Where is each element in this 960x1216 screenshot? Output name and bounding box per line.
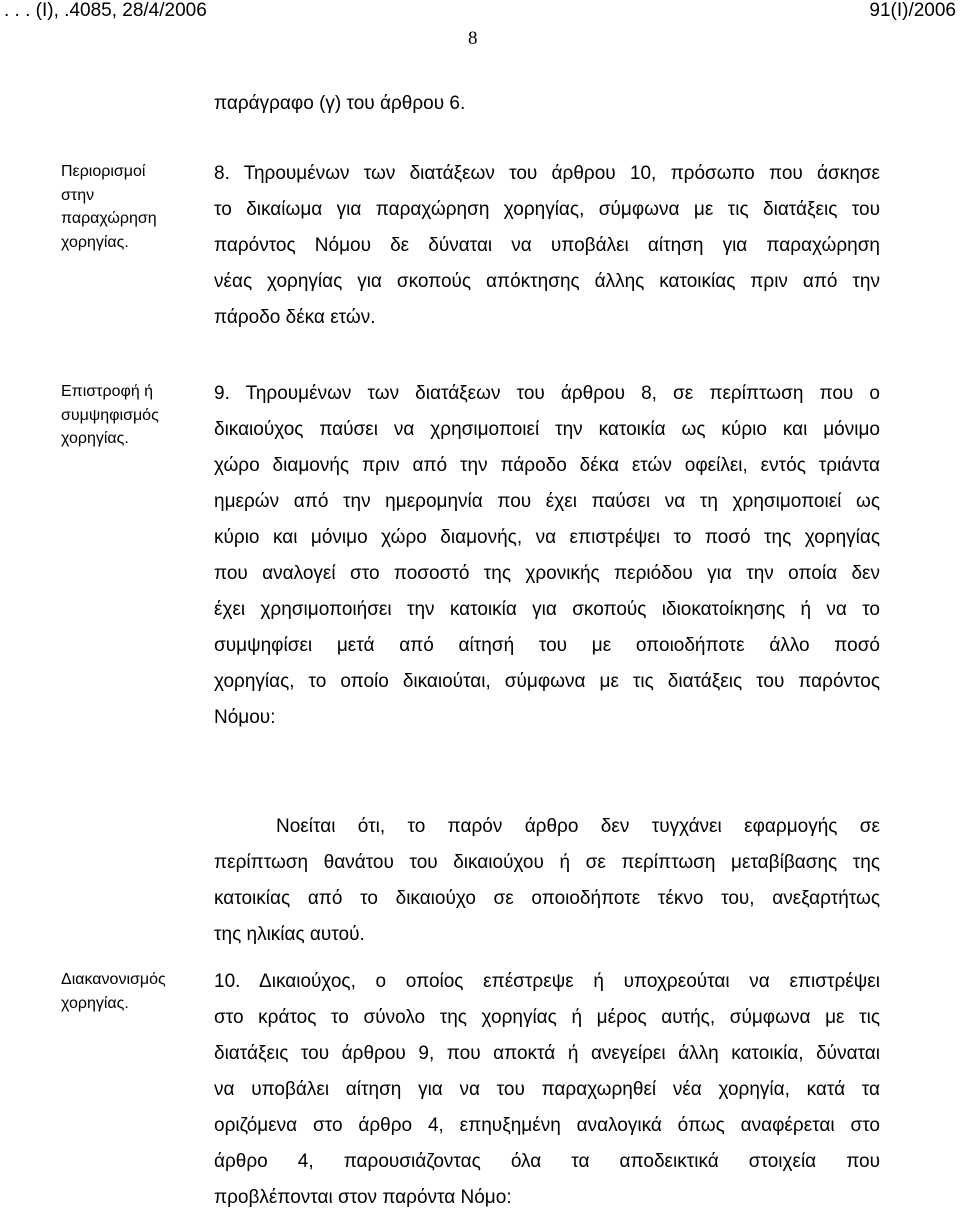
text-line: άρθρο 4, παρουσιάζοντας όλα τα αποδεικτικά στοιχεία που (214, 1151, 880, 1172)
text-line: διατάξεις του άρθρου 9, που αποκτά ή ανεγείρει άλλη κατοικία, δύναται (214, 1043, 880, 1064)
text-line: 9. Τηρουμένων των διατάξεων του άρθρου 8, σε περίπτωση που ο (214, 383, 880, 404)
section-10-paragraph (214, 964, 880, 1216)
text-line: προβλέπονται στον παρόντα Νόμο: (214, 1187, 512, 1208)
text-line: Νόμου: (214, 707, 276, 728)
text-line: παράγραφο (γ) του άρθρου 6. (214, 93, 466, 114)
margin-note-line: χορηγίας. (61, 233, 129, 251)
intro-paragraph (214, 86, 880, 122)
text-line: οριζόμενα στο άρθρο 4, επηυξημένη αναλογικά όπως αναφέρεται στο (214, 1115, 880, 1136)
margin-note-section-10 (61, 968, 201, 1015)
text-line: κατοικίας από το δικαιούχο σε οποιοδήποτε τέκνο του, ανεξαρτήτως (214, 888, 880, 909)
section-9-paragraph (214, 376, 880, 736)
text-line: 8. Τηρουμένων των διατάξεων του άρθρου 10, πρόσωπο που άσκησε (214, 163, 880, 184)
margin-note-line: συμψηφισμός (61, 406, 159, 424)
proviso-paragraph (214, 809, 880, 953)
text-line: που αναλογεί στο ποσοστό της χρονικής περιόδου για την οποία δεν (214, 563, 880, 584)
margin-note-line: Επιστροφή ή (61, 383, 154, 400)
margin-note-line: χορηγίας. (61, 994, 129, 1012)
text-line: συμψηφίσει μετά από αίτησή του με οποιοδήποτε άλλο ποσό (214, 635, 880, 656)
document-header-left: . . . (Ι), .4085, 28/4/2006 (4, 0, 207, 21)
text-line: έχει χρησιμοποιήσει την κατοικία για σκοπούς ιδιοκατοίκησης ή να το (214, 599, 880, 620)
margin-note-line: παραχώρηση (61, 210, 157, 227)
text-line: ημερών από την ημερομηνία που έχει παύσει να τη χρησιμοποιεί ως (214, 491, 880, 512)
text-line: 10. Δικαιούχος, ο οποίος επέστρεψε ή υποχρεούται να επιστρέψει (214, 971, 880, 992)
text-line: πάροδο δέκα ετών. (214, 307, 376, 328)
margin-note-line: Διακανονισμός (61, 971, 166, 988)
margin-note-section-9 (61, 380, 201, 451)
text-line: το δικαίωμα για παραχώρηση χορηγίας, σύμφωνα με τις διατάξεις του (214, 199, 880, 220)
page-number: 8 (468, 28, 478, 49)
margin-note-line: χορηγίας. (61, 430, 129, 447)
text-line: περίπτωση θανάτου του δικαιούχου ή σε περίπτωση μεταβίβασης της (214, 852, 880, 873)
text-line: δικαιούχος παύσει να χρησιμοποιεί την κατοικία ως κύριο και μόνιμο (214, 419, 880, 440)
text-line: στο κράτος το σύνολο της χορηγίας ή μέρος αυτής, σύμφωνα με τις (214, 1007, 880, 1028)
text-line: να υποβάλει αίτηση για να του παραχωρηθεί νέα χορηγία, κατά τα (214, 1079, 880, 1100)
section-8-paragraph (214, 156, 880, 336)
margin-note-line: Περιορισμοί (61, 163, 146, 180)
text-line: κύριο και μόνιμο χώρο διαμονής, να επιστρέψει το ποσό της χορηγίας (214, 527, 880, 548)
text-line: Νοείται ότι, το παρόν άρθρο δεν τυγχάνει εφαρμογής σε (276, 816, 880, 837)
document-header-right: 91(Ι)/2006 (869, 0, 956, 21)
text-line: παρόντος Νόμου δε δύναται να υποβάλει αίτηση για παραχώρηση (214, 235, 880, 256)
margin-note-section-8 (61, 160, 201, 254)
text-line: χώρο διαμονής πριν από την πάροδο δέκα ετών οφείλει, εντός τριάντα (214, 455, 880, 476)
text-line: νέας χορηγίας για σκοπούς απόκτησης άλλης κατοικίας πριν από την (214, 271, 880, 292)
margin-note-line: στην (61, 186, 95, 204)
text-line: χορηγίας, το οποίο δικαιούται, σύμφωνα με τις διατάξεις του παρόντος (214, 671, 880, 692)
text-line: της ηλικίας αυτού. (214, 924, 365, 945)
